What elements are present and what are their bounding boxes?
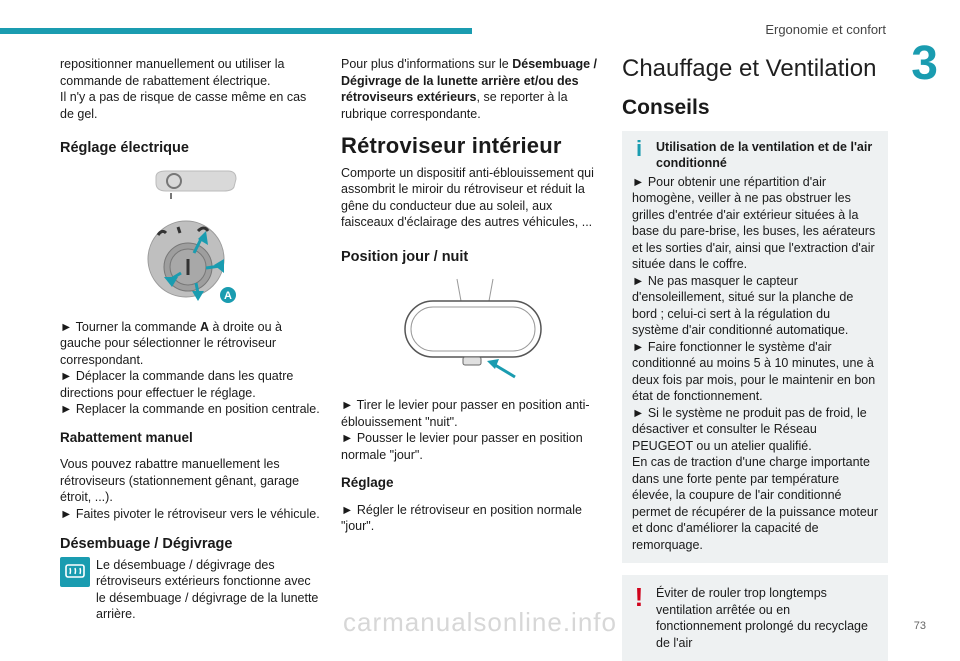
more-info-bold: Désembuage / Dégivrage de la lunette arrière et/ou des rétroviseurs extérieurs: [341, 57, 597, 104]
heading-advice: Conseils: [622, 96, 710, 119]
header-accent-bar: [0, 28, 472, 34]
step-center: ► Replacer la commande en position centrale.: [60, 402, 320, 416]
heading-defrost: Désembuage / Dégivrage: [60, 536, 233, 552]
info-item: En cas de traction d'une charge importante dans une forte pente par température élevée, la coupure de l'air conditionné permet de récupérer de la puissance moteur et donc d'améliorer la capacité de remorquage.: [632, 455, 878, 552]
heading-setting: Réglage: [341, 475, 394, 490]
column-middle: [341, 56, 603, 535]
info-box: [622, 131, 888, 564]
manual-fold-step: ► Faites pivoter le rétroviseur vers le véhicule.: [60, 506, 320, 521]
heading-electric-adjust: Réglage électrique: [60, 140, 189, 156]
info-box-body: [632, 174, 878, 554]
mirror-knob: [148, 221, 224, 297]
step-night: ► Tirer le levier pour passer en position anti-éblouissement "nuit".: [341, 398, 590, 429]
step-turn-pre: ► Tourner la commande: [60, 319, 200, 334]
rear-defrost-icon: [60, 557, 90, 587]
interior-mirror-illustration: [397, 277, 547, 387]
pull-arrow-icon: [487, 359, 515, 377]
heading-heating-ventilation: Chauffage et Ventilation: [622, 55, 877, 82]
chapter-number: 3: [911, 37, 938, 90]
warning-text: Éviter de rouler trop longtemps ventilation arrêtée ou en fonctionnement prolongé du recyclage de l'air: [656, 586, 868, 650]
more-info-post: , se reporter à la rubrique correspondante.: [341, 90, 568, 121]
step-turn-post: à droite ou à gauche pour sélectionner le rétroviseur correspondant.: [60, 319, 282, 367]
section-title: Ergonomie et confort: [765, 22, 886, 37]
info-item: ► Si le système ne produit pas de froid, le désactiver et consulter le Réseau PEUGEOT ou un atelier qualifié.: [632, 405, 867, 453]
step-day: ► Pousser le levier pour passer en position normale "jour".: [341, 431, 583, 462]
info-item: ► Pour obtenir une répartition d'air homogène, veiller à ne pas obstruer les grilles d'entrée d'air extérieur situées à la base du pare-brise, les buses, les aérateurs et les sorties d'air, ainsi que l'extraction d'air située dans le coffre.: [632, 174, 876, 271]
manual-fold-text: Vous pouvez rabattre manuellement les rétroviseurs (stationnement gênant, garage étroit, ...).: [60, 457, 300, 504]
column-left: [60, 56, 322, 623]
info-item: ► Faire fonctionner le système d'air conditionné au moins 5 à 10 minutes, une à deux fois par mois, pour le maintenir en bon état de fonctionnement.: [632, 339, 876, 403]
warning-icon: !: [634, 582, 644, 612]
step-turn-bold: A: [199, 319, 210, 334]
heading-interior-mirror: Rétroviseur intérieur: [341, 133, 562, 158]
intro-text-2: Il n'y a pas de risque de casse même en cas de gel.: [60, 90, 307, 121]
more-info-text: [341, 56, 603, 122]
heading-day-night: Position jour / nuit: [341, 248, 469, 265]
heading-manual-fold: Rabattement manuel: [60, 429, 193, 445]
step-setting: ► Régler le rétroviseur en position normale "jour".: [341, 502, 582, 533]
mirror-control-illustration: [136, 169, 246, 309]
defrost-text: Le désembuage / dégivrage des rétroviseurs extérieurs fonctionne avec le désembuage / dégivrage de la lunette arrière.: [96, 557, 319, 621]
door-mirror-icon: [156, 171, 236, 199]
callout-a-label: A: [224, 289, 232, 302]
step-turn: [60, 319, 322, 369]
page-number: 73: [913, 620, 926, 632]
watermark: carmanualsonline.info: [343, 607, 617, 637]
info-item: ► Ne pas masquer le capteur d'ensoleillement, situé sur la planche de bord ; celui-ci sert à la régulation du système d'air conditionné automatique.: [632, 273, 854, 337]
step-move: ► Déplacer la commande dans les quatre directions pour effectuer le réglage.: [60, 369, 294, 400]
column-right: [622, 56, 888, 661]
info-icon: i: [635, 135, 643, 161]
info-box-title: Utilisation de la ventilation et de l'air conditionné: [656, 139, 873, 170]
day-night-lever: [463, 357, 481, 365]
more-info-pre: Pour plus d'informations sur le: [341, 57, 513, 71]
interior-mirror-text: Comporte un dispositif anti-éblouissement qui assombrit le miroir du rétroviseur et réduit la gêne du conducteur due au soleil, aux faisceaux d'éclairage des autres véhicules, ...: [341, 165, 594, 229]
intro-text: repositionner manuellement ou utiliser la commande de rabattement électrique.: [60, 57, 285, 88]
